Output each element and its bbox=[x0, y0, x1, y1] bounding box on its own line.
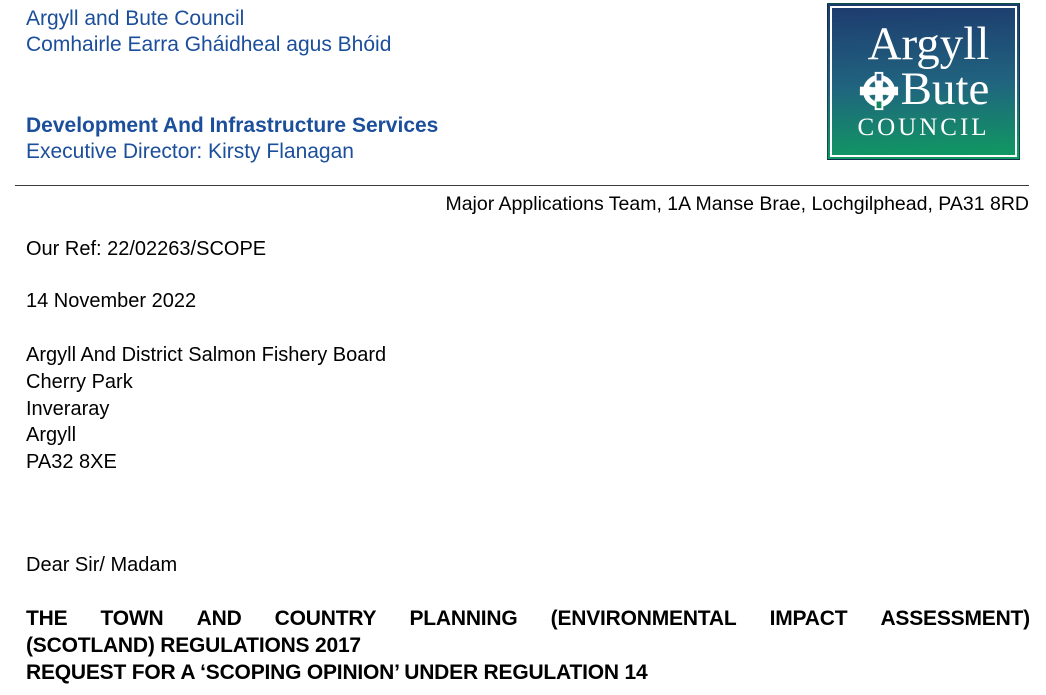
department-name: Development And Infrastructure Services bbox=[26, 114, 439, 137]
council-logo bbox=[827, 3, 1020, 160]
header-divider bbox=[15, 185, 1029, 186]
recipient-line: Cherry Park bbox=[26, 370, 133, 393]
recipient-line: Inveraray bbox=[26, 397, 110, 420]
recipient-line: PA32 8XE bbox=[26, 451, 117, 474]
our-ref-line: Our Ref: 22/02263/SCOPE bbox=[26, 238, 267, 260]
salutation: Dear Sir/ Madam bbox=[26, 554, 178, 576]
logo-bute-text: Bute bbox=[900, 63, 990, 115]
team-address-line: Major Applications Team, 1A Manse Brae, Lochgilphead, PA31 8RD bbox=[445, 193, 1029, 215]
recipient-line: Argyll bbox=[26, 424, 77, 447]
executive-director-line: Executive Director: Kirsty Flanagan bbox=[26, 140, 354, 163]
council-logo-text bbox=[828, 4, 1019, 159]
subject-line-2: (SCOTLAND) REGULATIONS 2017 bbox=[26, 634, 361, 657]
subject-heading bbox=[26, 605, 1030, 686]
logo-council-text: COUNCIL bbox=[857, 114, 990, 141]
logo-argyll-text: Argyll bbox=[867, 18, 990, 70]
council-name-gaelic: Comhairle Earra Gháidheal agus Bhóid bbox=[26, 33, 392, 56]
subject-line-3: REQUEST FOR A ‘SCOPING OPINION’ UNDER REGULATION 14 bbox=[26, 661, 648, 684]
recipient-address-block bbox=[26, 342, 386, 476]
subject-line-1: THE TOWN AND COUNTRY PLANNING (ENVIRONMENTAL IMPACT ASSESSMENT) bbox=[26, 607, 1030, 630]
recipient-line: Argyll And District Salmon Fishery Board bbox=[26, 344, 387, 366]
logo-bute-row bbox=[858, 63, 990, 115]
council-name-english: Argyll and Bute Council bbox=[26, 7, 245, 30]
letter-date: 14 November 2022 bbox=[26, 290, 197, 312]
letterhead bbox=[26, 6, 438, 165]
celtic-cross-icon bbox=[858, 70, 900, 112]
